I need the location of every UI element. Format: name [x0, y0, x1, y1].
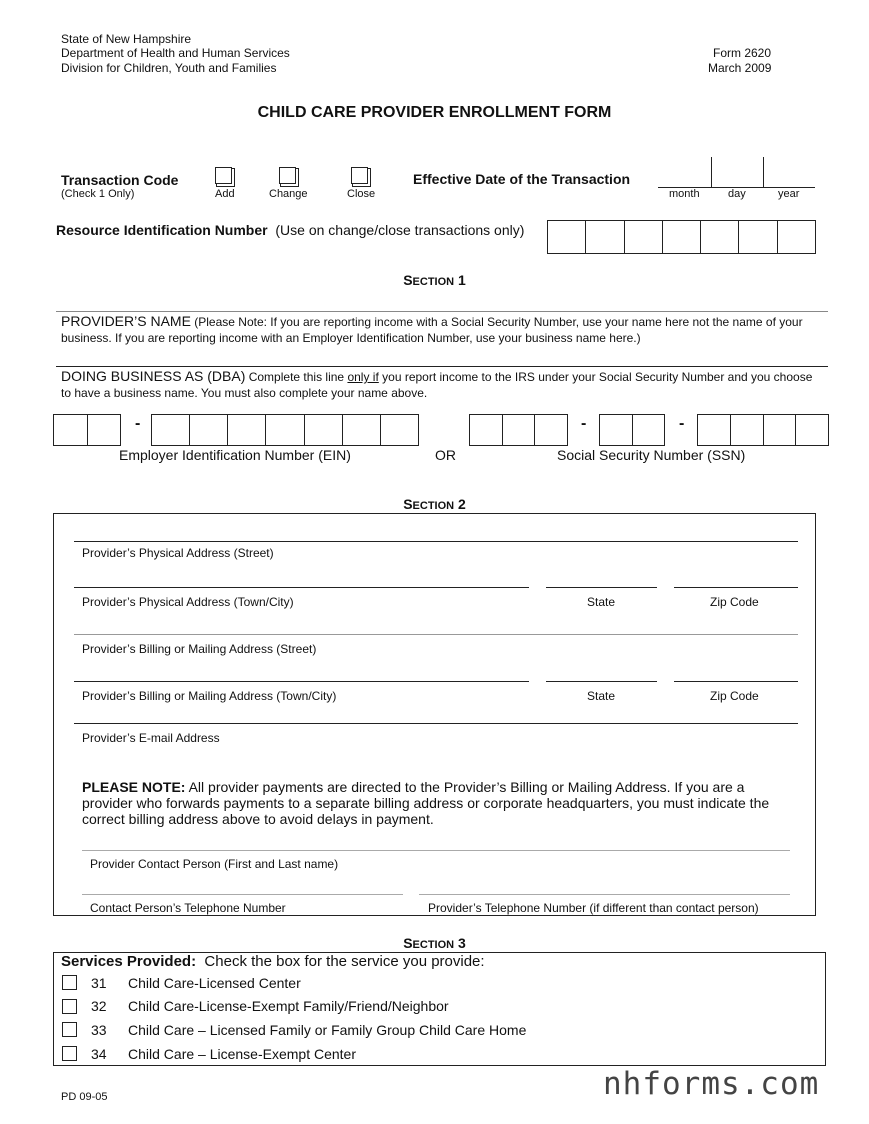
watermark: nhforms.com: [603, 1066, 820, 1102]
contact-person-line[interactable]: [82, 850, 790, 851]
provider-name-field: PROVIDER’S NAME (Please Note: If you are reporting income with a Social Security Number, use your name here not the name of your business. If you are reporting income with an Employer Identification Number, use your business name here.): [61, 313, 803, 345]
service-32-checkbox[interactable]: [62, 999, 77, 1014]
section-3-heading: SECTION 3: [403, 935, 466, 951]
ein-input-prefix[interactable]: [53, 414, 121, 446]
physical-city-line[interactable]: [74, 587, 529, 588]
dba-line[interactable]: [56, 366, 828, 367]
email-label: Provider’s E-mail Address: [82, 731, 220, 745]
physical-street-label: Provider’s Physical Address (Street): [82, 546, 274, 560]
service-31-checkbox[interactable]: [62, 975, 77, 990]
billing-note: PLEASE NOTE: All provider payments are directed to the Provider’s Billing or Mailing Address. If you are a provider who forwards payments to a separate billing address or corporate headquarters, you must indicate the correct billing address above to avoid delays in payment.: [82, 779, 770, 827]
physical-state-label: State: [587, 595, 616, 609]
provider-phone-label: Provider’s Telephone Number (if different than contact person): [428, 901, 759, 915]
contact-phone-line[interactable]: [82, 894, 403, 895]
dba-field: DOING BUSINESS AS (DBA) Complete this line only if you report income to the IRS under your Social Security Number and you choose to have a business name. You must also complete your name above.: [61, 368, 813, 400]
services-heading: Services Provided: Check the box for the service you provide:: [61, 953, 485, 970]
form-code: PD 09-05: [61, 1091, 108, 1103]
contact-person-label: Provider Contact Person (First and Last name): [90, 857, 339, 871]
physical-street-line[interactable]: [74, 541, 798, 542]
service-name: Child Care-Licensed Center: [128, 975, 301, 991]
ssn-label: Social Security Number (SSN): [557, 447, 746, 463]
billing-street-label: Provider’s Billing or Mailing Address (Street): [82, 642, 317, 656]
transaction-code-sublabel: (Check 1 Only): [61, 188, 135, 200]
transaction-code-label: Transaction Code: [61, 172, 179, 188]
service-34-checkbox[interactable]: [62, 1046, 77, 1061]
close-option-label: Close: [347, 188, 376, 200]
service-name: Child Care-License-Exempt Family/Friend/Neighbor: [128, 998, 449, 1014]
ein-dash: -: [135, 415, 141, 432]
billing-state-label: State: [587, 689, 616, 703]
resource-id-title: Resource Identification Number: [56, 222, 268, 238]
service-33-checkbox[interactable]: [62, 1022, 77, 1037]
division-name: Division for Children, Youth and Families: [61, 61, 277, 75]
form-title: CHILD CARE PROVIDER ENROLLMENT FORM: [257, 104, 612, 121]
billing-zip-label: Zip Code: [710, 689, 759, 703]
ssn-input-group[interactable]: [599, 414, 665, 446]
date-divider: [763, 157, 764, 188]
add-checkbox[interactable]: [215, 167, 232, 184]
billing-state-line[interactable]: [546, 681, 657, 682]
contact-phone-label: Contact Person’s Telephone Number: [90, 901, 286, 915]
provider-name-line[interactable]: [56, 311, 828, 312]
email-line[interactable]: [74, 723, 798, 724]
physical-city-label: Provider’s Physical Address (Town/City): [82, 595, 294, 609]
agency-name: State of New Hampshire: [61, 32, 192, 46]
section-2-box: [53, 513, 816, 916]
billing-zip-line[interactable]: [674, 681, 798, 682]
date-year-label: year: [778, 188, 800, 200]
service-name: Child Care – Licensed Family or Family Group Child Care Home: [128, 1022, 527, 1038]
service-code: 32: [91, 998, 107, 1014]
add-option-label: Add: [215, 188, 235, 200]
billing-street-line[interactable]: [74, 634, 798, 635]
form-date: March 2009: [708, 61, 772, 75]
physical-zip-line[interactable]: [674, 587, 798, 588]
or-label: OR: [435, 447, 456, 463]
change-option-label: Change: [269, 188, 308, 200]
resource-id-input[interactable]: [547, 220, 816, 254]
date-day-label: day: [728, 188, 746, 200]
service-code: 31: [91, 975, 107, 991]
billing-city-label: Provider’s Billing or Mailing Address (Town/City): [82, 689, 337, 703]
effective-date-label: Effective Date of the Transaction: [413, 171, 631, 187]
resource-id-label: [56, 222, 524, 239]
physical-zip-label: Zip Code: [710, 595, 759, 609]
service-code: 34: [91, 1046, 107, 1062]
date-divider: [711, 157, 712, 188]
section-2-heading: SECTION 2: [403, 496, 466, 512]
ssn-input-area[interactable]: [469, 414, 568, 446]
service-name: Child Care – License-Exempt Center: [128, 1046, 356, 1062]
ein-input-suffix[interactable]: [151, 414, 419, 446]
department-name: Department of Health and Human Services: [61, 46, 290, 60]
date-month-label: month: [669, 188, 700, 200]
ssn-dash-2: -: [679, 415, 685, 432]
ein-label: Employer Identification Number (EIN): [119, 447, 351, 463]
ssn-input-serial[interactable]: [697, 414, 829, 446]
ssn-dash-1: -: [581, 415, 587, 432]
provider-phone-line[interactable]: [419, 894, 790, 895]
billing-city-line[interactable]: [74, 681, 529, 682]
change-checkbox[interactable]: [279, 167, 296, 184]
section-1-heading: SECTION 1: [403, 272, 466, 288]
physical-state-line[interactable]: [546, 587, 657, 588]
service-code: 33: [91, 1022, 107, 1038]
close-checkbox[interactable]: [351, 167, 368, 184]
form-number: Form 2620: [713, 46, 772, 60]
resource-id-note: (Use on change/close transactions only): [275, 222, 525, 238]
